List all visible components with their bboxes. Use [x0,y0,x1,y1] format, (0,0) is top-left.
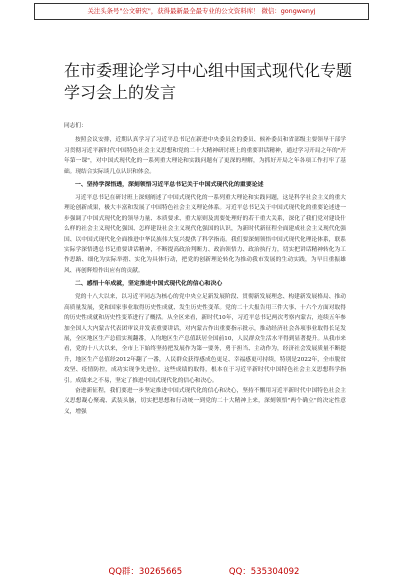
section-2-paragraph-2: 奋进新征程，我们要进一步坚定推进中国式现代化的信心和决心，坚持不懈用习近平新时代中国特色社会主义思想凝心聚魂、武装头脑，切实把思想和行动统一到党的二十大精神上来，深刻领悟"两个确立"的决定性意义，增强 [64,387,346,415]
document-title: 在市委理论学习中心组中国式现代化专题学习会上的发言 [64,61,353,102]
section-1-paragraph: 习近平总书记在研讨班上深刻阐述了中国式现代化的一系列重大理论和实践问题，这是科学社会主义的重大理论创新成果，极大丰富和发展了中国特色社会主义理论体系。习近平总书记关于中国式现代化的重要论述进一步强调了中国式现代化的领导力量、本质要求、重大原则及需要处理好的若干重大关系，深化了我们党对建设什么样的社会主义现代化强国、怎样建设社会主义现代化强国的认识，为新时代新征程全面建成社会主义现代化强国、以中国式现代化全面推进中华民族伟大复兴提供了科学指南。我们要深刻领悟中国式现代化理论体系，联系实际学深悟透总书记重要讲话精神，不断提高政治判断力、政治领悟力、政治执行力，切实把讲话精神转化为工作思路、细化为实际举措、实化为具体行动，把党的创新理论转化为推动我市发展的生动实践，为早日重振雄风、再创辉煌作出应有的贡献。 [64,195,346,274]
top-banner: 关注头条号"公文研究"，获得最新最全最专业的公文资料库！ 微信：gongwenyj [34,3,369,20]
section-2-paragraph-1: 党的十八大以来，以习近平同志为核心的党中央立足新发展阶段、贯彻新发展理念、构建新发展格局、推动高质量发展，党和国家事业取得历史性成就、发生历史性变革。党的二十大报告用三件大事、十六个方面对取得的历史性成就和历史性变革进行了概括。从全区来看，新时代10年，习近平总书记两次考察内蒙古，连续五年参加全国人大内蒙古代表团审议并发表重要讲话，对内蒙古作出重要指示批示，推动经济社会各项事业取得长足发展，全区地区生产总值实现翻番，人均地区生产总值跃居全国前10，人民群众生活水平得到显著提升。从我市来看，党的十八大以来，全市上下始终坚持把发展作为第一要务，勇于担当、主动作为，经济社会发展质量不断提升，地区生产总值经2012年翻了一番，人民群众获得感成色更足、幸福感更可持续，特别是2022年，全市脱贫攻坚、疫情防控，成功实现争先进位，这些成绩的取得，根本在于习近平新时代中国特色社会主义思想科学指引。成绩来之不易，坚定了推进中国式现代化的信心和决心。 [64,294,346,384]
qq-contact: QQ：535304092 [228,567,300,577]
section-heading-1: 一、坚持学深悟透，深刻领悟习近平总书记关于中国式现代化的重要论述 [75,182,264,189]
section-heading-2: 二、感悟十年成就，坚定推进中国式现代化的信心和决心 [75,281,223,288]
salutation: 同志们： [64,123,87,129]
intro-paragraph: 按照会议安排，近期认真学习了习近平总书记在新进中央委员会的委员、候补委员和省部级主要领导干部学习贯彻习近平新时代中国特色社会主义思想和党的二十大精神研讨班上的重要讲话精神，通过学习开局之年的"开年第一课"，对中国式现代化的一系列重大理论和实践问题有了更深的理解，为抓好开局之年各项工作打牢了基础。现结合实际谈几点认识和体会。 [64,137,346,175]
qq-group: QQ群：30265665 [108,567,183,577]
document-body [64,121,346,417]
page-footer [0,565,408,577]
